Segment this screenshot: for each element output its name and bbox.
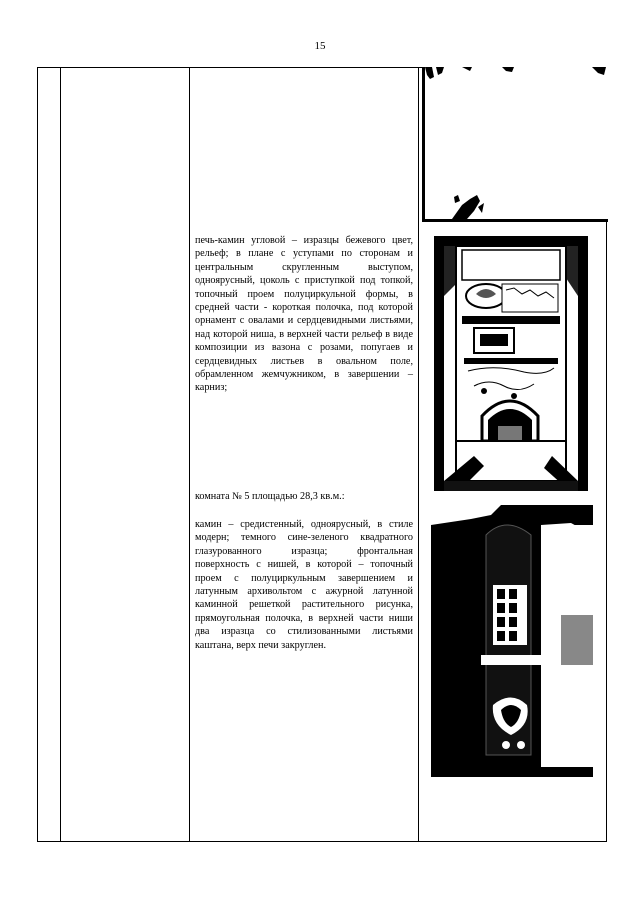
column-divider (60, 68, 61, 841)
fireplace-photo-top-image (422, 67, 608, 222)
fireplace-description (195, 518, 413, 652)
room-heading (195, 490, 413, 503)
stove-description-text: печь-камин угловой – изразцы бежевого цвет, рельеф; в плане с уступами по сторонам и центральным скругленным выступом, одноярусный, цоколь с приступкой под топкой, топочный проем полуциркульной формы, в средней части - короткая полочка, под которой орнамент с овалами и сердцевидными листьями, над которой ниша, в верхней части рельеф в виде композиции из вазона с розами, попугаев и сердцевидных листьев в овальном поле, обрамленном жемчужником, в завершении – карниз; (195, 235, 413, 394)
fireplace-description-text: камин – средистенный, одноярусный, в стиле модерн; темного сине-зеленого квадратного глазурованного изразца; фронтальная поверхность с нишей, в которой – топочный проем с полуциркульным завершением и латунным архивольтом с ажурной латунной каминной решеткой растительного рисунка, прямоугольная полочка, в верхней части ниши два изразца со стилизованными листьями каштана, верх печи закруглен. (195, 519, 413, 651)
fireplace-photo-top (422, 67, 608, 222)
stove-description (195, 234, 413, 395)
fireplace-photo-beige-stove (434, 236, 588, 491)
dark-fireplace-image (431, 505, 593, 777)
fireplace-photo-dark-modern (431, 505, 593, 777)
column-divider (418, 68, 419, 841)
column-divider (189, 68, 190, 841)
beige-stove-image (434, 236, 588, 491)
room-heading-text: комната № 5 площадью 28,3 кв.м.: (195, 491, 345, 502)
page-number: 15 (314, 40, 326, 52)
